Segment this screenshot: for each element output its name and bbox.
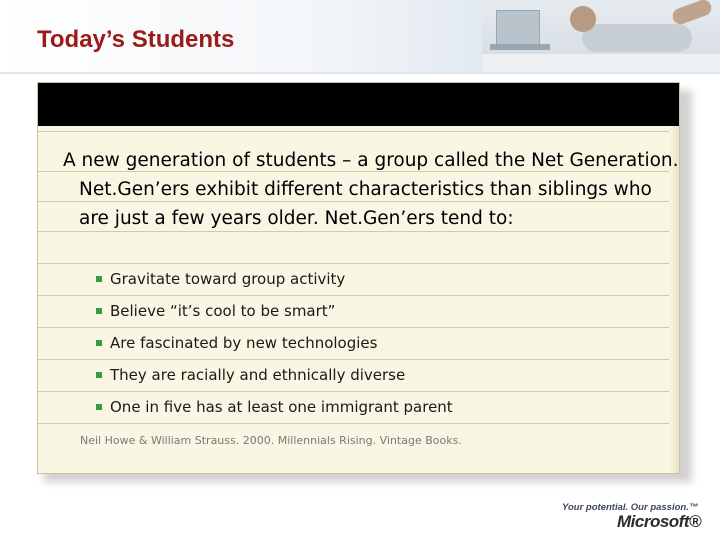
slide-title: Today’s Students [37,26,235,53]
bullet-item [96,267,453,299]
square-bullet-icon [96,372,102,378]
bullet-text: Are fascinated by new technologies [110,334,378,352]
bullet-item [96,331,453,363]
bullet-text: Gravitate toward group activity [110,270,346,288]
citation: Neil Howe & William Strauss. 2000. Millennials Rising. Vintage Books. [80,434,462,447]
bullet-item [96,395,453,427]
square-bullet-icon [96,308,102,314]
intro-paragraph: A new generation of students – a group called the Net Generation. Net.Gen’ers exhibit different characteristics than siblings who are just a few years older. Net.Gen’ers tend to: [63,150,679,229]
bullet-text: Believe “it’s cool to be smart” [110,302,336,320]
footer-slogan: Your potential. Our passion.™ [562,502,699,513]
microsoft-logo: Microsoft® [617,512,702,531]
bullet-text: One in five has at least one immigrant parent [110,398,453,416]
square-bullet-icon [96,404,102,410]
bullet-item [96,363,453,395]
square-bullet-icon [96,340,102,346]
bullet-item [96,299,453,331]
bullet-list [96,267,453,427]
square-bullet-icon [96,276,102,282]
bullet-text: They are racially and ethnically diverse [110,366,406,384]
